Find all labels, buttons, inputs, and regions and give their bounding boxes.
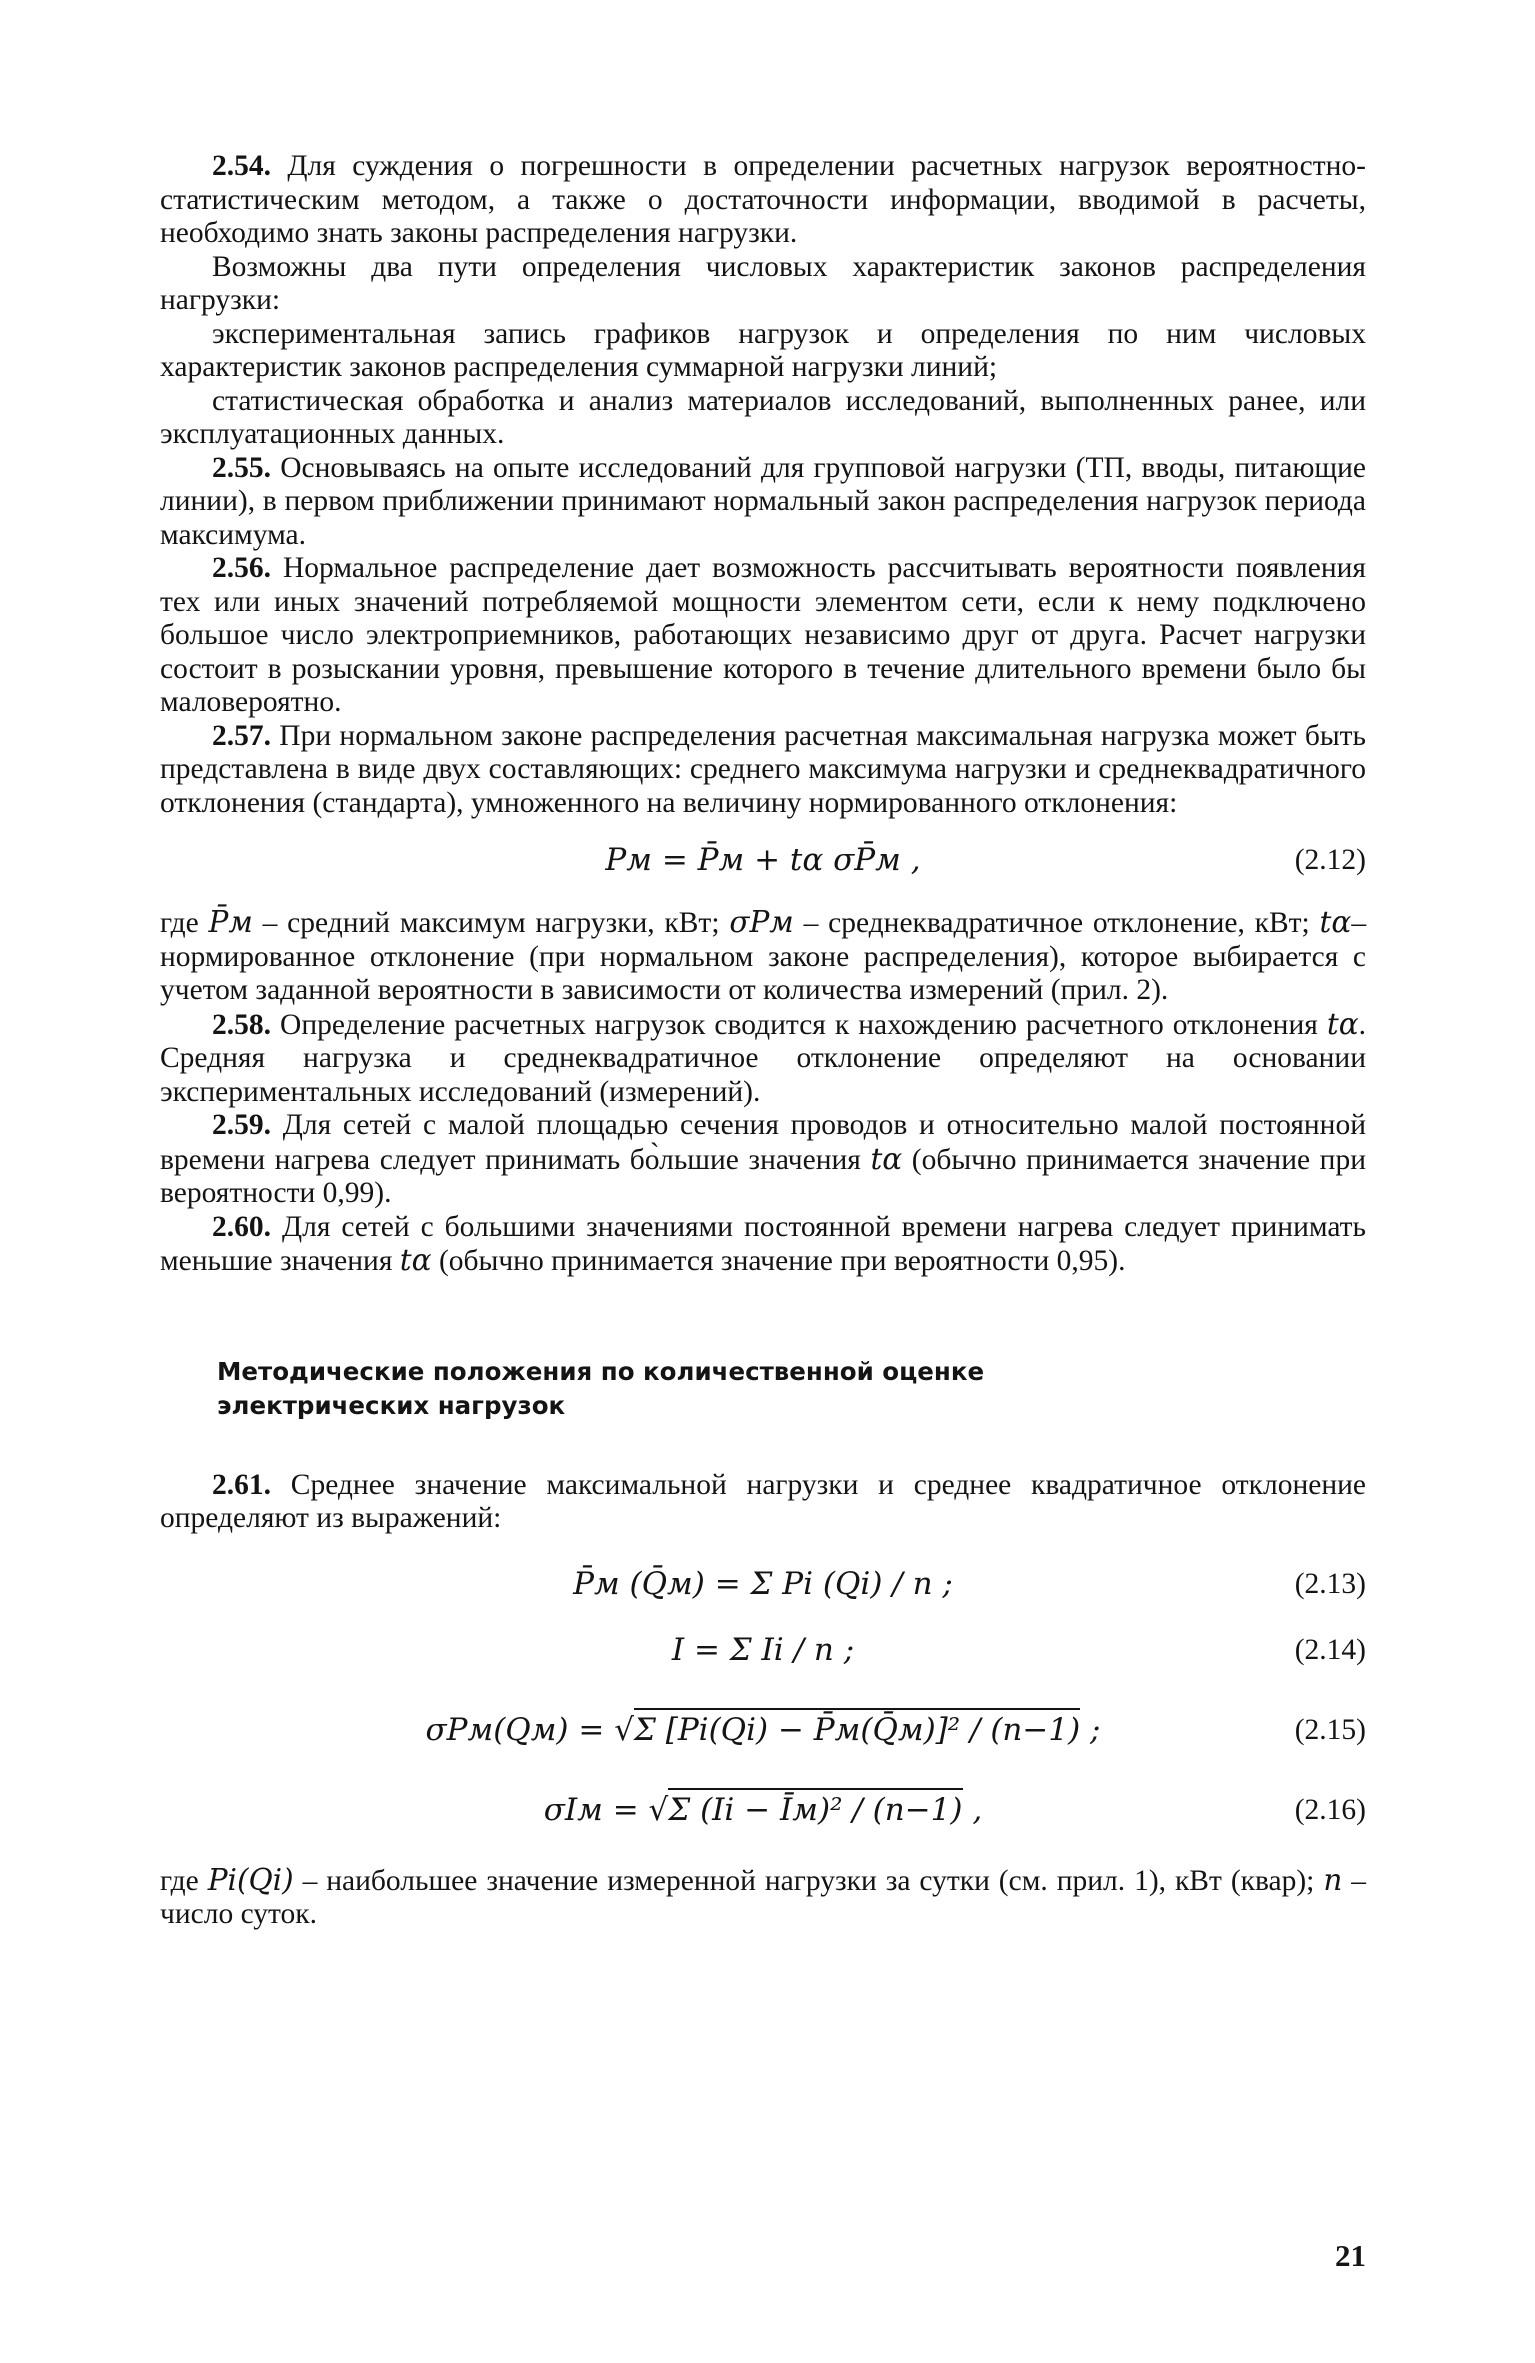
page-body: [160, 150, 1366, 1932]
paragraph-text: Основываясь на опыте исследований для групповой нагрузки (ТП, вводы, питающие линии), в первом приближении принимают нормальный закон распределения нагрузок периода максимума.: [160, 451, 1366, 551]
paragraph-number: 2.57.: [212, 719, 271, 752]
formula-expression: Pм = P̄м + tα σP̄м ,: [605, 842, 921, 878]
formula-2-12: [160, 834, 1366, 898]
paragraph-text: Для сетей с большими значениями постоянной времени нагрева следует принимать меньшие значения: [160, 1210, 1367, 1277]
paragraph-text: Нормальное распределение дает возможность рассчитывать вероятности появления тех или иных значений потребляемой мощности элементом сети, если к нему подключено большое число электроприемников, работающих независимо друг от друга. Расчет нагрузки состоит в розыскании уровня, превышение которого в течение длительного времени было бы маловероятно.: [160, 552, 1366, 718]
definition-text: – нормированное отклонение (при нормальном законе распределения), которое выбирается с учетом заданной вероятности в зависимости от количества измерений (прил. 2).: [160, 907, 1367, 1006]
formula-2-14: [160, 1624, 1366, 1694]
formula-radicand: Σ [Pi(Qi) − P̄м(Q̄м)]² / (n−1): [634, 1708, 1080, 1748]
formula-number: (2.15): [1294, 1713, 1366, 1746]
paragraph-2-54: [160, 150, 1366, 251]
heading-line: Методические положения по количественной оценке: [217, 1356, 985, 1386]
where-word: где: [160, 1864, 199, 1897]
paragraph-text: (обычно принимается значение при вероятности 0,95).: [438, 1245, 1126, 1277]
symbol-mean-max: P̄м: [208, 905, 253, 939]
symbol-sigma: σPм: [729, 905, 794, 939]
paragraph-text: Определение расчетных нагрузок сводится к нахождению расчетного отклонения: [280, 1008, 1318, 1041]
definition-text: – среднеквадратичное отклонение, кВт;: [803, 907, 1310, 939]
formula-radicand: Σ (Ii − Īм)² / (n−1): [668, 1788, 962, 1828]
definition-text: – наибольшее значение измеренной нагрузки за сутки (см. прил. 1), кВт (квар);: [302, 1864, 1315, 1897]
paragraph-2-59: [160, 1109, 1366, 1211]
formula-2-13: [160, 1558, 1366, 1624]
definition-text: – число суток.: [160, 1864, 1367, 1930]
paragraph-number: 2.54.: [212, 150, 271, 182]
formula-punctuation: ;: [1090, 1711, 1101, 1748]
paragraph-text: Среднее значение максимальной нагрузки и среднее квадратичное отклонение определяют из выражений:: [160, 1468, 1366, 1534]
formula-number: (2.12): [1294, 844, 1366, 876]
formula-2-15: [160, 1694, 1366, 1774]
definitions-2-16: [160, 1864, 1366, 1932]
paragraph-2-61: [160, 1469, 1366, 1536]
formula-expression: I = Σ Ii / n ;: [671, 1631, 855, 1668]
paragraph-2-57: [160, 720, 1366, 821]
formula-number: (2.16): [1294, 1793, 1366, 1826]
symbol-t-alpha: tα: [1319, 905, 1352, 939]
formula-punctuation: ,: [972, 1791, 983, 1828]
symbol-p-i: Pi(Qi): [207, 1862, 294, 1897]
paragraph-number: 2.55.: [212, 451, 271, 484]
paragraph-text: (обычно принимается значение при вероятности 0,99).: [160, 1143, 1366, 1209]
definition-text: – средний максимум нагрузки, кВт;: [262, 907, 720, 939]
formula-2-16: [160, 1774, 1366, 1854]
paragraph-2-55: [160, 452, 1366, 553]
paragraph-number: 2.56.: [212, 552, 271, 584]
paragraph-number: 2.60.: [212, 1210, 271, 1243]
paragraph-text: Для суждения о погрешности в определении расчетных нагрузок вероятностно-статистическим методом, а также о достаточности информации, вводимой в расчеты, необходимо знать законы распределения нагрузки.: [160, 150, 1366, 249]
formula-number: (2.14): [1294, 1633, 1366, 1666]
paragraph-text: Для сетей с малой площадью сечения проводов и относительно малой постоянной времени нагрева следует принимать бо̀льшие значения: [160, 1109, 1367, 1176]
formula-lhs: σPм(Qм) =: [425, 1711, 605, 1748]
heading-line: электрических нагрузок: [217, 1390, 566, 1420]
paragraph-2-58: [160, 1008, 1366, 1110]
formula-number: (2.13): [1294, 1567, 1366, 1600]
page-number: 21: [1335, 2238, 1366, 2273]
symbol-t-alpha: tα: [870, 1141, 903, 1176]
paragraph-text: . Средняя нагрузка и среднеквадратичное отклонение определяют на основании экспериментальных исследований (измерений).: [160, 1008, 1366, 1108]
paragraph-2-56: [160, 552, 1366, 720]
where-word: где: [160, 907, 199, 939]
definitions-2-12: [160, 906, 1366, 1008]
formula-expression: σPм(Qм) = √Σ [Pi(Qi) − P̄м(Q̄м)]² / (n−1) ;: [160, 1712, 1366, 1748]
paragraph-2-54-d: статистическая обработка и анализ материалов исследований, выполненных ранее, или эксплуатационных данных.: [160, 384, 1366, 450]
formula-lhs: σIм =: [543, 1791, 639, 1828]
formula-expression: σIм = √Σ (Ii − Īм)² / (n−1) ,: [160, 1792, 1366, 1828]
paragraph-text: При нормальном законе распределения расчетная максимальная нагрузка может быть представлена в виде двух составляющих: среднего максимума нагрузки и среднеквадратичного отклонения (стандарта), умноженного на величину нормированного отклонения:: [160, 719, 1367, 819]
formula-expression: P̄м (Q̄м) = Σ Pi (Qi) / n ;: [573, 1565, 953, 1602]
paragraph-number: 2.59.: [212, 1109, 271, 1141]
symbol-t-alpha: tα: [399, 1243, 432, 1277]
section-heading: [217, 1355, 1366, 1423]
paragraph-number: 2.58.: [212, 1008, 271, 1041]
symbol-t-alpha: tα: [1326, 1006, 1359, 1041]
paragraph-2-54-c: экспериментальная запись графиков нагрузок и определения по ним числовых характеристик законов распределения суммарной нагрузки линий;: [160, 317, 1366, 383]
symbol-n: n: [1323, 1862, 1343, 1897]
paragraph-2-54-b: Возможны два пути определения числовых характеристик законов распределения нагрузки:: [160, 250, 1366, 316]
paragraph-number: 2.61.: [212, 1468, 271, 1501]
paragraph-2-60: [160, 1211, 1366, 1279]
